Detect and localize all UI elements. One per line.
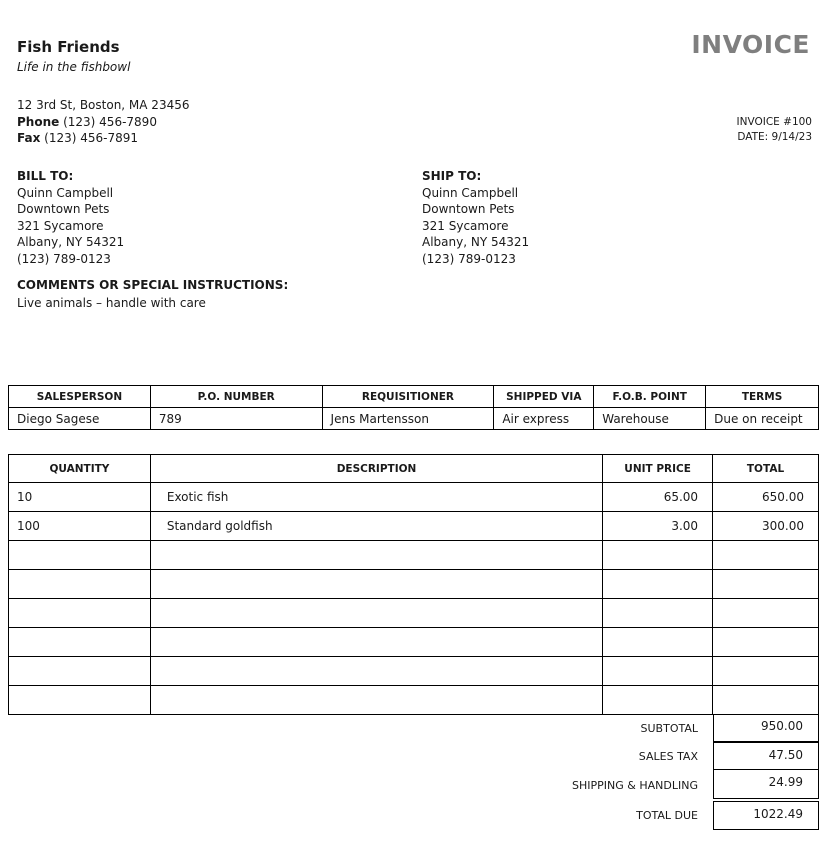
invoice-meta (737, 115, 812, 145)
order-info-header: SHIPPED VIA (494, 386, 594, 408)
total-cell (713, 599, 819, 628)
subtotal-label: SUBTOTAL (640, 722, 698, 735)
unit-price-cell: 65.00 (603, 483, 713, 512)
shipping-label: SHIPPING & HANDLING (572, 779, 698, 792)
order-info-value-row (9, 408, 819, 430)
terms-value: Due on receipt (706, 408, 819, 430)
description-cell (150, 657, 602, 686)
description-cell (150, 686, 602, 715)
requisitioner-value: Jens Martensson (322, 408, 494, 430)
unit-price-cell: 3.00 (603, 512, 713, 541)
unit-price-cell (603, 657, 713, 686)
total-header: TOTAL (713, 455, 819, 483)
company-phone: (123) 456-7890 (63, 114, 157, 129)
table-row (9, 657, 819, 686)
ship-to-line: (123) 789-0123 (422, 251, 516, 266)
ship-to-header: SHIP TO: (422, 169, 482, 183)
unit-price-header: UNIT PRICE (603, 455, 713, 483)
description-cell (150, 541, 602, 570)
description-header: DESCRIPTION (150, 455, 602, 483)
ship-to-line: Downtown Pets (422, 202, 515, 216)
order-info-header: SALESPERSON (9, 386, 151, 408)
quantity-cell: 100 (9, 512, 151, 541)
subtotal-value: 950.00 (713, 714, 819, 742)
ship-to-line: Albany, NY 54321 (422, 235, 530, 249)
order-info-header-row (9, 386, 819, 408)
ship-to-block (422, 168, 529, 267)
table-row (9, 686, 819, 715)
bill-to-line: (123) 789-0123 (17, 251, 111, 266)
total-due-value: 1022.49 (713, 801, 819, 830)
order-info-header: TERMS (706, 386, 819, 408)
company-address-block (17, 97, 189, 147)
order-info-header: REQUISITIONER (322, 386, 494, 408)
unit-price-cell (603, 686, 713, 715)
description-cell (150, 599, 602, 628)
shipped-via-value: Air express (494, 408, 594, 430)
total-cell: 650.00 (713, 483, 819, 512)
comments-block (17, 276, 288, 312)
fob-point-value: Warehouse (594, 408, 706, 430)
order-info-header: P.O. NUMBER (150, 386, 322, 408)
fax-label: Fax (17, 131, 41, 145)
quantity-cell (9, 570, 151, 599)
total-cell (713, 570, 819, 599)
line-items-header-row (9, 455, 819, 483)
unit-price-cell (603, 570, 713, 599)
description-cell (150, 570, 602, 599)
po-number-value: 789 (150, 408, 322, 430)
phone-label: Phone (17, 114, 60, 129)
shipping-value: 24.99 (713, 770, 819, 799)
company-address: 12 3rd St, Boston, MA 23456 (17, 98, 190, 112)
table-row (9, 628, 819, 657)
salesperson-value: Diego Sagese (9, 408, 151, 430)
table-row (9, 483, 819, 512)
quantity-cell (9, 541, 151, 570)
total-cell (713, 686, 819, 715)
company-fax: (123) 456-7891 (44, 131, 139, 145)
invoice-number: INVOICE #100 (736, 116, 812, 128)
sales-tax-label: SALES TAX (638, 750, 698, 763)
company-phone-line (17, 114, 189, 131)
comments-header: COMMENTS OR SPECIAL INSTRUCTIONS: (17, 278, 289, 292)
total-cell (713, 657, 819, 686)
total-cell (713, 628, 819, 657)
bill-to-block (17, 168, 124, 267)
unit-price-cell (603, 599, 713, 628)
invoice-date: DATE: 9/14/23 (737, 131, 812, 143)
order-info-header: F.O.B. POINT (594, 386, 706, 408)
line-items-table (8, 454, 819, 715)
bill-to-line: 321 Sycamore (17, 218, 104, 233)
sales-tax-value: 47.50 (713, 742, 819, 770)
quantity-cell (9, 657, 151, 686)
quantity-cell (9, 599, 151, 628)
company-name: Fish Friends (17, 38, 120, 56)
quantity-cell (9, 686, 151, 715)
invoice-title: INVOICE (691, 30, 810, 59)
total-cell: 300.00 (713, 512, 819, 541)
order-info-table (8, 385, 819, 430)
unit-price-cell (603, 628, 713, 657)
description-cell: Exotic fish (150, 483, 602, 512)
description-cell (150, 628, 602, 657)
quantity-cell: 10 (9, 483, 151, 512)
ship-to-line: Quinn Campbell (422, 185, 519, 200)
description-cell: Standard goldfish (150, 512, 602, 541)
ship-to-line: 321 Sycamore (422, 218, 509, 233)
quantity-header: QUANTITY (9, 455, 151, 483)
company-tagline: Life in the fishbowl (17, 60, 131, 74)
total-due-label: TOTAL DUE (636, 809, 698, 822)
quantity-cell (9, 628, 151, 657)
total-cell (713, 541, 819, 570)
bill-to-line: Quinn Campbell (17, 185, 114, 200)
bill-to-header: BILL TO: (17, 169, 74, 183)
comments-text: Live animals – handle with care (17, 296, 206, 310)
company-fax-line (17, 130, 189, 147)
table-row (9, 541, 819, 570)
table-row (9, 570, 819, 599)
table-row (9, 512, 819, 541)
bill-to-line: Albany, NY 54321 (17, 235, 125, 249)
unit-price-cell (603, 541, 713, 570)
bill-to-line: Downtown Pets (17, 202, 110, 216)
table-row (9, 599, 819, 628)
